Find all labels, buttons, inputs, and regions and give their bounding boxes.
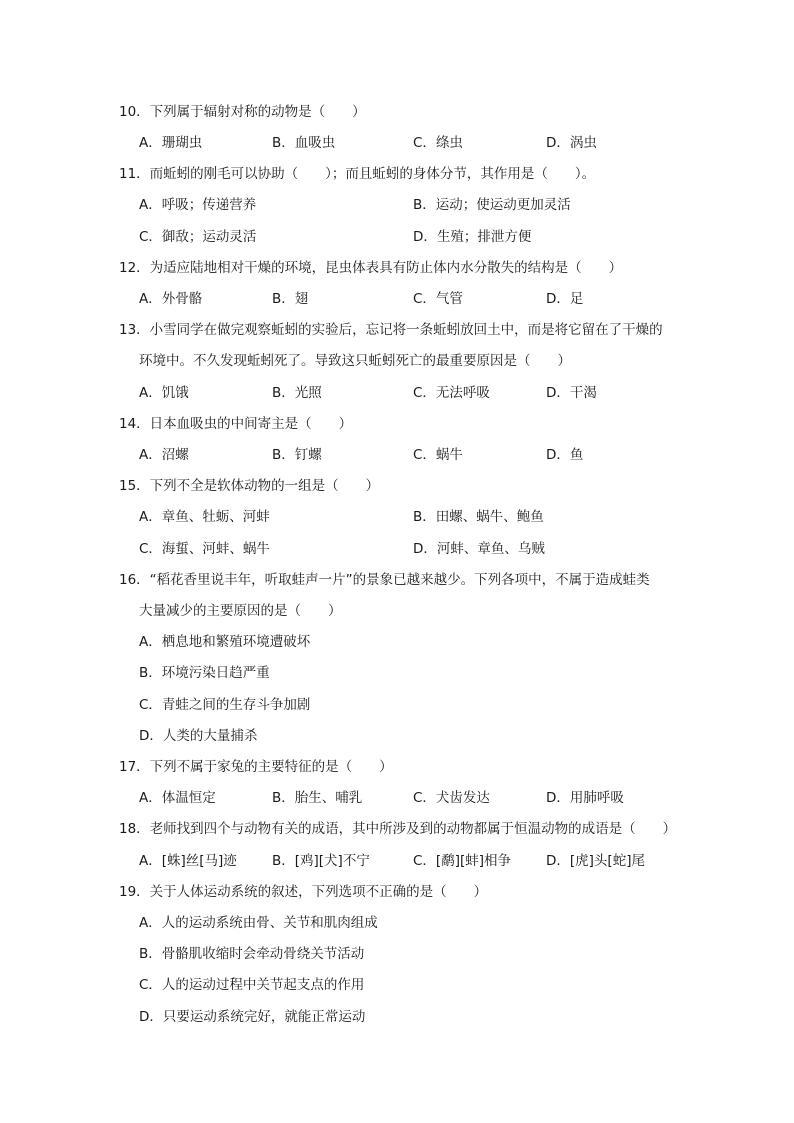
- option: B．田螺、蜗牛、鲍鱼: [413, 509, 544, 525]
- option: B．血吸虫: [272, 135, 336, 151]
- question-stem: 15．下列不全是软体动物的一组是（ ）: [119, 478, 380, 494]
- option: A．体温恒定: [139, 790, 216, 806]
- option: D．生殖；排泄方便: [413, 229, 532, 245]
- option: B．钉螺: [272, 447, 322, 463]
- option: B．环境污染日趋严重: [139, 665, 270, 681]
- option: B．光照: [272, 385, 322, 401]
- option: D．涡虫: [546, 135, 597, 151]
- question-stem: 12．为适应陆地相对干燥的环境，昆虫体表具有防止体内水分散失的结构是（ ）: [119, 260, 623, 276]
- question-stem: 18．老师找到四个与动物有关的成语，其中所涉及到的动物都属于恒温动物的成语是（ ）: [119, 821, 677, 837]
- option: C．犬齿发达: [413, 790, 490, 806]
- option: D．人类的大量捕杀: [139, 728, 258, 744]
- question-stem-continued: 大量减少的主要原因的是（ ）: [139, 603, 342, 619]
- option: D．用肺呼吸: [546, 790, 624, 806]
- question-stem: 13．小雪同学在做完观察蚯蚓的实验后，忘记将一条蚯蚓放回土中，而是将它留在了干燥的: [119, 322, 663, 338]
- option: C．蜗牛: [413, 447, 463, 463]
- question-stem: 17．下列不属于家兔的主要特征的是（ ）: [119, 759, 393, 775]
- option: B．[鸡][犬]不宁: [272, 853, 370, 869]
- option: D．只要运动系统完好，就能正常运动: [139, 1009, 366, 1025]
- option: D．足: [546, 291, 584, 307]
- question-stem-continued: 环境中。不久发现蚯蚓死了。导致这只蚯蚓死亡的最重要原因是（ ）: [139, 353, 571, 369]
- option: A．人的运动系统由骨、关节和肌肉组成: [139, 915, 378, 931]
- option: C．御敌；运动灵活: [139, 229, 257, 245]
- option: D．[虎]头[蛇]尾: [546, 853, 645, 869]
- option: A．[蛛]丝[马]迹: [139, 853, 237, 869]
- option: C．海蜇、河蚌、蜗牛: [139, 541, 270, 557]
- question-stem: 14．日本血吸虫的中间寄主是（ ）: [119, 416, 353, 432]
- option: B．胎生、哺乳: [272, 790, 363, 806]
- option: A．沼螺: [139, 447, 189, 463]
- option: C．无法呼吸: [413, 385, 490, 401]
- option: D．干渴: [546, 385, 597, 401]
- option: B．翅: [272, 291, 309, 307]
- question-stem: 16．“稻花香里说丰年，听取蛙声一片”的景象已越来越少。下列各项中，不属于造成蛙类: [119, 572, 650, 588]
- option: C．绦虫: [413, 135, 463, 151]
- option: A．饥饿: [139, 385, 189, 401]
- option: C．青蛙之间的生存斗争加剧: [139, 697, 311, 713]
- option: C．人的运动过程中关节起支点的作用: [139, 977, 365, 993]
- option: B．骨骼肌收缩时会牵动骨绕关节活动: [139, 946, 365, 962]
- option: A．章鱼、牡蛎、河蚌: [139, 509, 270, 525]
- question-stem: 10．下列属于辐射对称的动物是（ ）: [119, 104, 366, 120]
- option: A．栖息地和繁殖环境遭破坏: [139, 634, 311, 650]
- question-stem: 19．关于人体运动系统的叙述，下列选项不正确的是（ ）: [119, 884, 488, 900]
- option: A．外骨骼: [139, 291, 203, 307]
- option: B．运动；使运动更加灵活: [413, 197, 571, 213]
- option: D．河蚌、章鱼、乌贼: [413, 541, 545, 557]
- option: A．珊瑚虫: [139, 135, 203, 151]
- option: C．气管: [413, 291, 463, 307]
- option: A．呼吸；传递营养: [139, 197, 257, 213]
- question-stem: 11．而蚯蚓的刚毛可以协助（ ）；而且蚯蚓的身体分节，其作用是（ ）。: [119, 166, 596, 182]
- option: C．[鹬][蚌]相争: [413, 853, 511, 869]
- option: D．鱼: [546, 447, 584, 463]
